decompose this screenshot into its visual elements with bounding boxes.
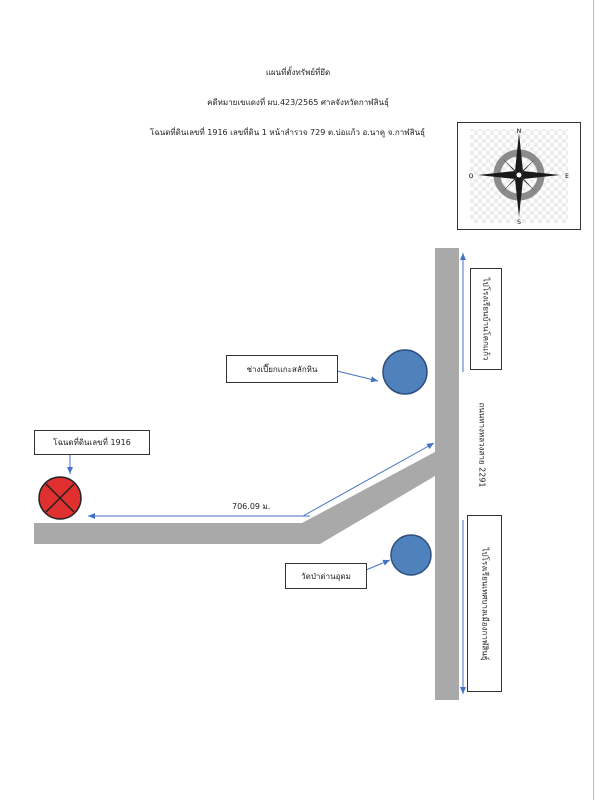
compass-s-label: S xyxy=(517,219,521,226)
compass-e-label: E xyxy=(565,173,569,180)
compass-w-label: O xyxy=(468,173,474,180)
south-direction-label: ไปโรงเรียนเทศบาลเมืองกาฬสินธุ์ xyxy=(480,546,489,661)
temple-callout: วัดป่าด่านอุดม xyxy=(285,563,367,589)
south-direction-box xyxy=(467,515,502,692)
shop-marker-circle xyxy=(383,350,427,394)
land-plot-marker xyxy=(39,477,81,519)
highway-name-label: ถนนทางหลวงสาย 2291 xyxy=(477,402,487,488)
land-deed-line: โฉนดที่ดินเลขที่ 1916 เลขที่ดิน 1 หน้าสำรวจ 729 ต.บ่อแก้ว อ.นาคู จ.กาฬสินธุ์ xyxy=(150,128,425,137)
temple-callout-arrow xyxy=(366,560,390,570)
map-title: แผนที่ตั้งทรัพย์ที่ยึด xyxy=(265,68,331,77)
shop-callout: ช่างเปี๊ยกแกะสลักหิน xyxy=(226,355,338,383)
distance-label: 706.09 ม. xyxy=(232,502,271,511)
shop-callout-arrow xyxy=(337,371,378,381)
temple-marker-circle xyxy=(391,535,431,575)
north-direction-label: ไปโรงเรียนบ้านโคกแก้ว xyxy=(481,277,491,361)
land-plot-callout: โฉนดที่ดินเลขที่ 1916 xyxy=(34,430,150,455)
case-number-line: คดีหมายเขแดงที่ ผบ.423/2565 ศาลจังหวัดกาฬสินธุ์ xyxy=(207,98,389,107)
compass-n-label: N xyxy=(516,128,522,135)
north-direction-box xyxy=(470,268,502,370)
side-road-diagonal xyxy=(302,452,435,544)
